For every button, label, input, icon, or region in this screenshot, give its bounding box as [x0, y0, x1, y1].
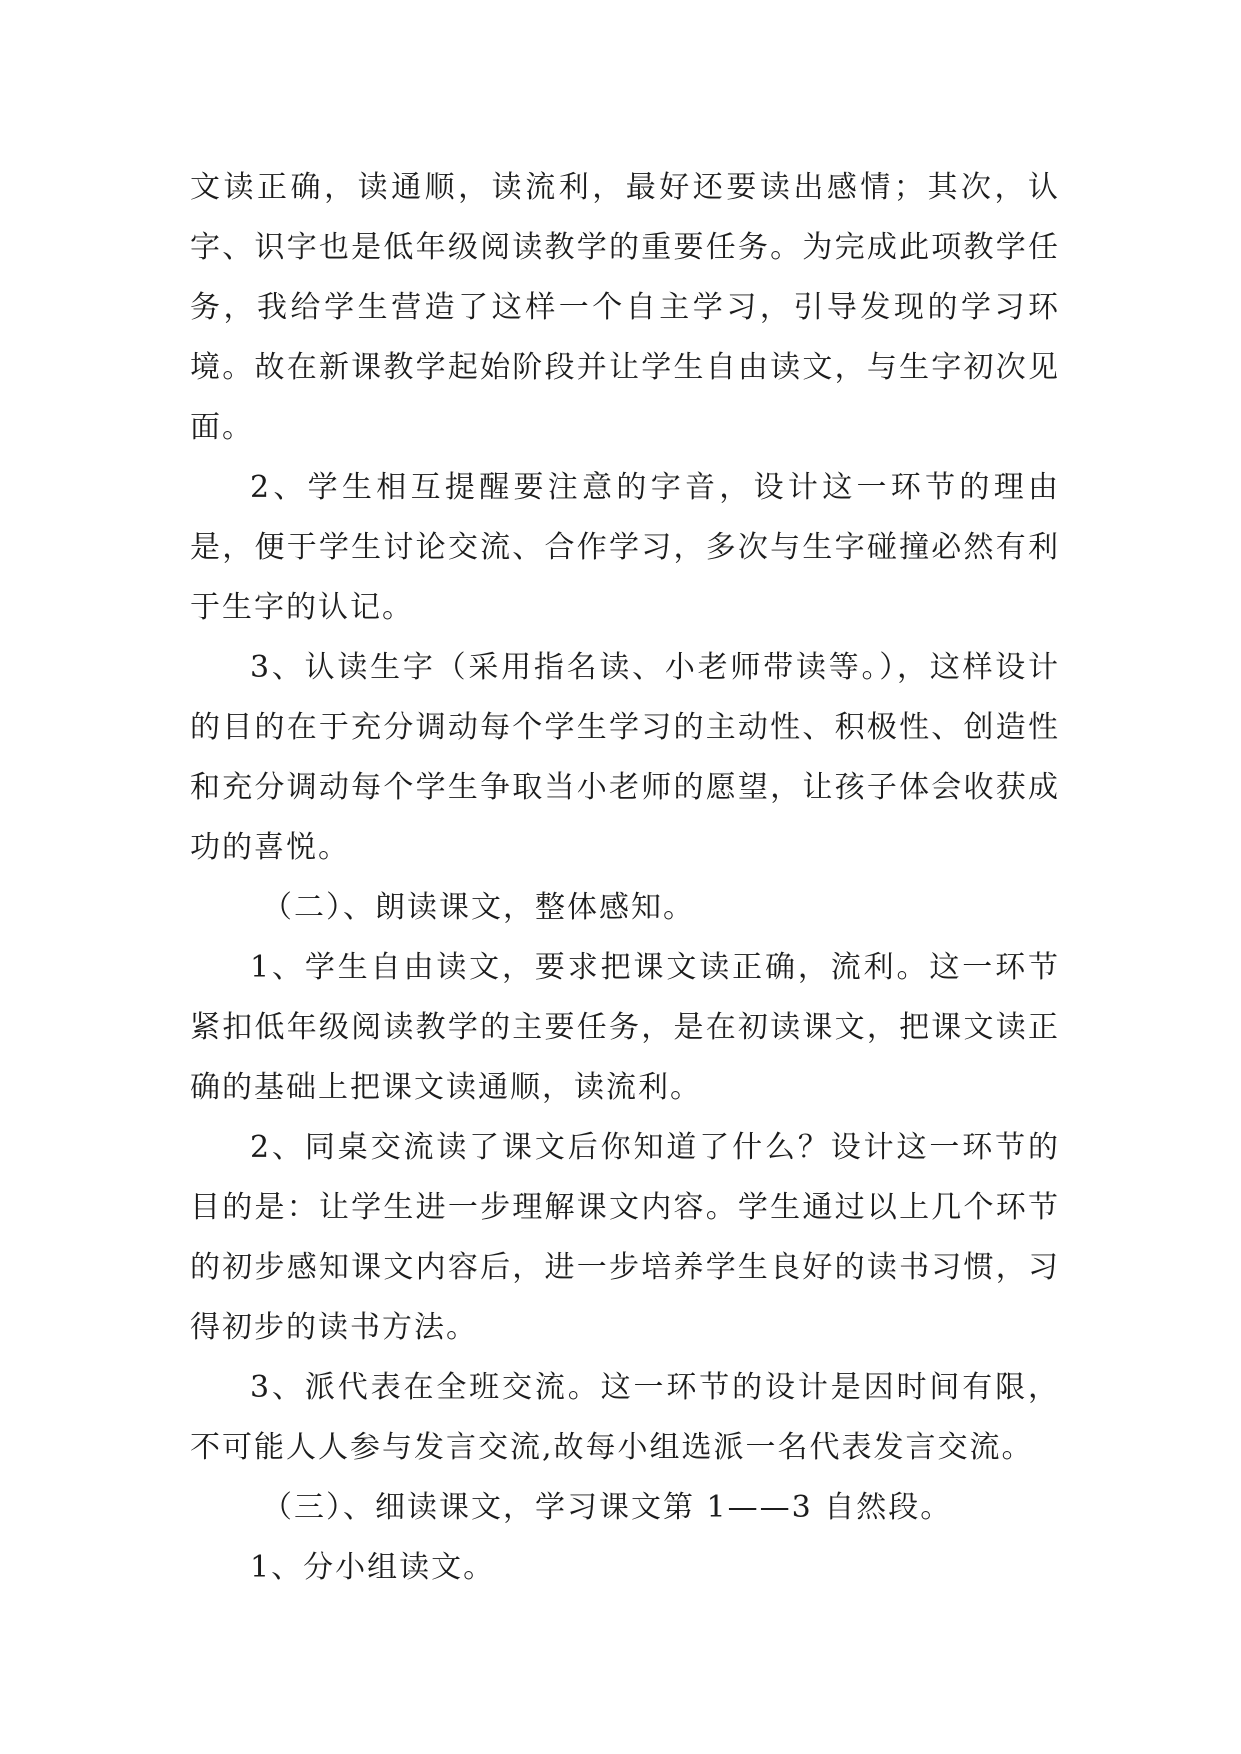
paragraph-continuation: 文读正确，读通顺，读流利，最好还要读出感情；其次，认字、识字也是低年级阅读教学的重要任务。为完成此项教学任务，我给学生营造了这样一个自主学习，引导发现的学习环境。故在新课教学起始阶段并让学生自由读文，与生字初次见面。 [190, 170, 1060, 445]
section-heading-3: （三）、细读课文，学习课文第 1——3 自然段。 [262, 1490, 953, 1525]
paragraph-detail-step-1: 1、分小组读文。 [250, 1550, 496, 1585]
paragraph-step-2: 2、学生相互提醒要注意的字音，设计这一环节的理由是，便于学生讨论交流、合作学习，多次与生字碰撞必然有利于生字的认记。 [190, 470, 1060, 625]
paragraph-step-3: 3、认读生字（采用指名读、小老师带读等。），这样设计的目的在于充分调动每个学生学习的主动性、积极性、创造性和充分调动每个学生争取当小老师的愿望，让孩子体会收获成功的喜悦。 [190, 650, 1060, 865]
section-heading-2: （二）、朗读课文，整体感知。 [262, 890, 695, 925]
document-body [190, 158, 1060, 1598]
paragraph-read-step-2: 2、同桌交流读了课文后你知道了什么？设计这一环节的目的是：让学生进一步理解课文内容。学生通过以上几个环节的初步感知课文内容后，进一步培养学生良好的读书习惯，习得初步的读书方法。 [190, 1130, 1060, 1345]
paragraph-read-step-1: 1、学生自由读文，要求把课文读正确，流利。这一环节紧扣低年级阅读教学的主要任务，是在初读课文，把课文读正确的基础上把课文读通顺，读流利。 [190, 950, 1060, 1105]
paragraph-read-step-3: 3、派代表在全班交流。这一环节的设计是因时间有限，不可能人人参与发言交流,故每小组选派一名代表发言交流。 [190, 1370, 1060, 1465]
